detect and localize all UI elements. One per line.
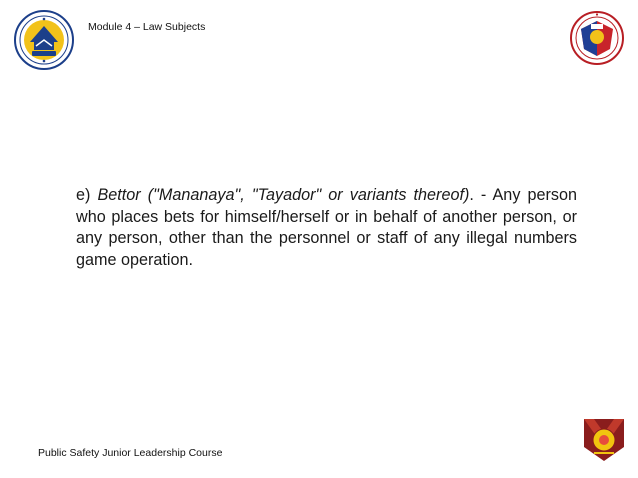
academy-seal-icon [14,10,74,70]
definition-text: . - Any person who places bets for himself/herself or in behalf of another person, or any person, other than the personnel or staff of any illegal numbers game operation. [76,186,577,269]
item-prefix: e) [76,186,98,204]
defined-term: Bettor ("Mananaya", "Tayador" or variants thereof) [97,186,470,204]
definition-paragraph [76,185,577,271]
course-label: Public Safety Junior Leadership Course [38,447,223,459]
police-seal-icon [570,11,624,65]
badge-emblem-icon [580,413,628,463]
module-label: Module 4 – Law Subjects [88,21,206,33]
